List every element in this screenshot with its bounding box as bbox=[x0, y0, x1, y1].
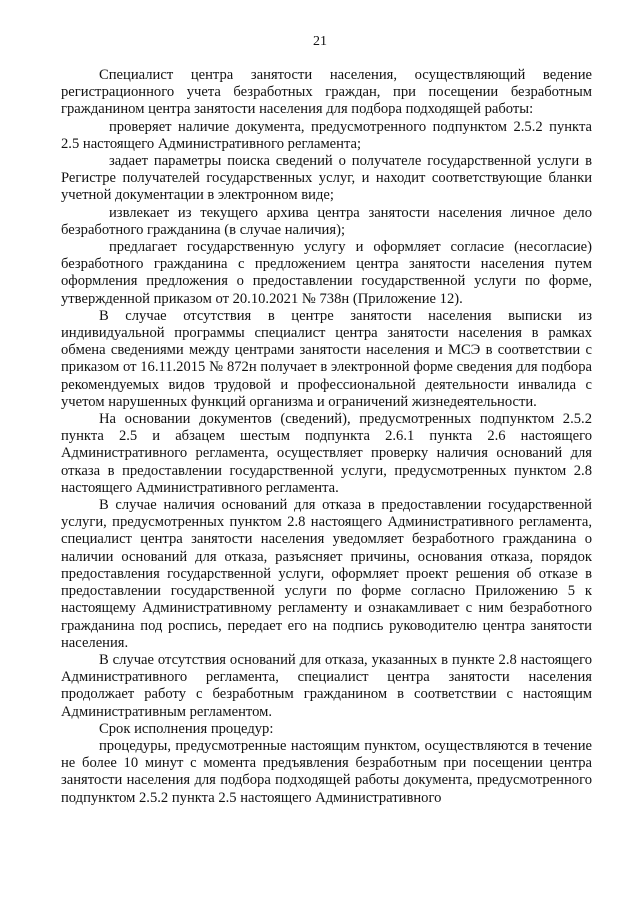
paragraph-check-document: проверяет наличие документа, предусмотренного подпунктом 2.5.2 пункта 2.5 настоящего Административного регламента; bbox=[61, 118, 592, 152]
paragraph-offer-service: предлагает государственную услугу и оформляет согласие (несогласие) безработного гражданина с предложением центра занятости населения путем оформления предложения о предоставлении государственной услуги по форме, утвержденной приказом от 20.10.2021 № 738н (Приложение 12). bbox=[61, 239, 592, 307]
paragraph-no-refusal-grounds: В случае отсутствия оснований для отказа, указанных в пункте 2.8 настоящего Административного регламента, специалист центра занятости населения продолжает работу с безработным гражданином в соответствии с настоящим Административным регламентом. bbox=[61, 651, 592, 720]
paragraph-search-params: задает параметры поиска сведений о получателе государственной услуги в Регистре получателей государственных услуг, и находит соответствующие бланки учетной документации в электронном виде; bbox=[61, 153, 592, 204]
document-body bbox=[61, 67, 592, 807]
paragraph-extract-file: извлекает из текущего архива центра занятости населения личное дело безработного гражданина (в случае наличия); bbox=[61, 204, 592, 238]
paragraph-documents-basis: На основании документов (сведений), предусмотренных подпунктом 2.5.2 пункта 2.5 и абзацем шестым подпункта 2.6.1 пункта 2.6 настоящего Административного регламента, осуществляет проверку наличия оснований для отказа в предоставлении государственной услуги, предусмотренных пунктом 2.8 настоящего Административного регламента. bbox=[61, 411, 592, 496]
paragraph-specialist-intro: Специалист центра занятости населения, осуществляющий ведение регистрационного учета безработных граждан, при посещении безработным гражданином центра занятости населения для подбора подходящей работы: bbox=[61, 67, 592, 118]
page-number: 21 bbox=[313, 34, 327, 49]
paragraph-deadline-heading: Срок исполнения процедур: bbox=[99, 720, 274, 737]
paragraph-deadline-details: процедуры, предусмотренные настоящим пунктом, осуществляются в течение не более 10 минут с момента предъявления безработным при посещении центра занятости населения для подбора подходящей работы документа, предусмотренного подпунктом 2.5.2 пункта 2.5 настоящего Административного bbox=[61, 737, 592, 806]
paragraph-refusal-grounds: В случае наличия оснований для отказа в предоставлении государственной услуги, предусмотренных пунктом 2.8 настоящего Административного регламента, специалист центра занятости населения уведомляет безработного гражданина о наличии оснований для отказа, разъясняет причины, основания отказа, порядок предоставления государственной услуги, оформляет проект решения об отказе в предоставлении государственной услуги по форме согласно Приложению 5 к настоящему Административному регламенту и ознакамливает с ним безработного гражданина под роспись, передает его на подпись руководителю центра занятости населения. bbox=[61, 497, 592, 651]
paragraph-absence-extract: В случае отсутствия в центре занятости населения выписки из индивидуальной программы специалист центра занятости населения в рамках обмена сведениями между центрами занятости населения и МСЭ в соответствии с приказом от 16.11.2015 № 872н получает в электронной форме сведения для подбора рекомендуемых видов трудовой и профессиональной деятельности инвалида с учетом нарушенных функций организма и ограничений жизнедеятельности. bbox=[61, 307, 592, 410]
